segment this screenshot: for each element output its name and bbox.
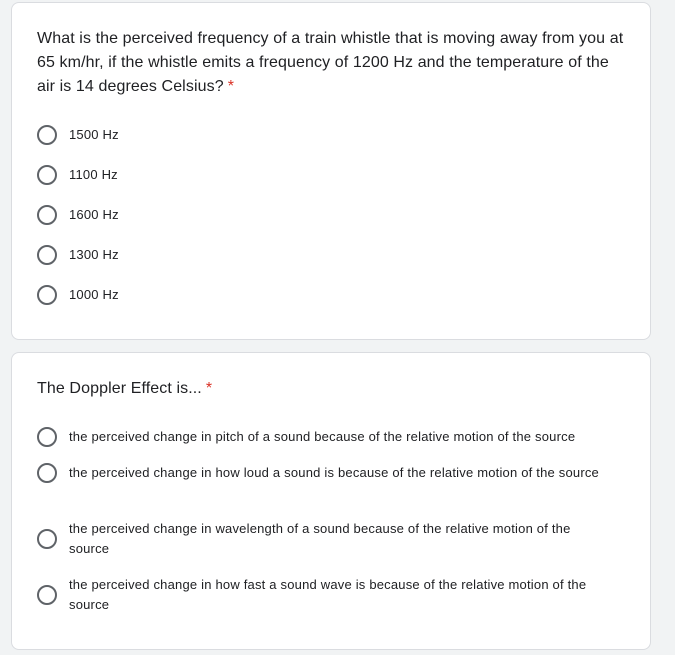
question-title: The Doppler Effect is...: [37, 380, 202, 397]
question-text: [37, 377, 627, 401]
radio-option-pitch[interactable]: [37, 427, 627, 447]
radio-option-1300hz[interactable]: [37, 245, 627, 265]
option-label: the perceived change in wavelength of a sound because of the relative motion of the source: [69, 521, 571, 556]
question-text: [37, 27, 627, 99]
required-asterisk: *: [227, 78, 235, 95]
option-label: 1000 Hz: [69, 287, 119, 302]
radio-option-1600hz[interactable]: [37, 205, 627, 225]
radio-option-1000hz[interactable]: [37, 285, 627, 305]
radio-option-1500hz[interactable]: [37, 125, 627, 145]
radio-button[interactable]: [37, 529, 57, 549]
option-label: the perceived change in pitch of a sound because of the relative motion of the source: [69, 429, 576, 444]
radio-button[interactable]: [37, 463, 57, 483]
radio-button[interactable]: [37, 165, 57, 185]
radio-button[interactable]: [37, 205, 57, 225]
radio-button[interactable]: [37, 285, 57, 305]
radio-button[interactable]: [37, 427, 57, 447]
radio-button[interactable]: [37, 585, 57, 605]
radio-option-1100hz[interactable]: [37, 165, 627, 185]
radio-button[interactable]: [37, 245, 57, 265]
option-label: the perceived change in how loud a sound is because of the relative motion of the source: [69, 465, 599, 480]
option-label: 1300 Hz: [69, 247, 119, 262]
option-label: 1600 Hz: [69, 207, 119, 222]
question-title: What is the perceived frequency of a train whistle that is moving away from you at 65 km/hr, if the whistle emits a frequency of 1200 Hz and the temperature of the air is 14 degrees Celsius?: [37, 30, 624, 95]
question-card-frequency: [11, 2, 651, 340]
question-card-doppler: [11, 352, 651, 650]
radio-option-speed[interactable]: [37, 575, 627, 615]
option-label: 1100 Hz: [69, 167, 118, 182]
radio-button[interactable]: [37, 125, 57, 145]
required-asterisk: *: [205, 380, 213, 397]
radio-option-loudness[interactable]: [37, 463, 627, 483]
radio-option-wavelength[interactable]: [37, 519, 627, 559]
option-label: the perceived change in how fast a sound wave is because of the relative motion of the source: [69, 577, 587, 612]
option-label: 1500 Hz: [69, 127, 119, 142]
